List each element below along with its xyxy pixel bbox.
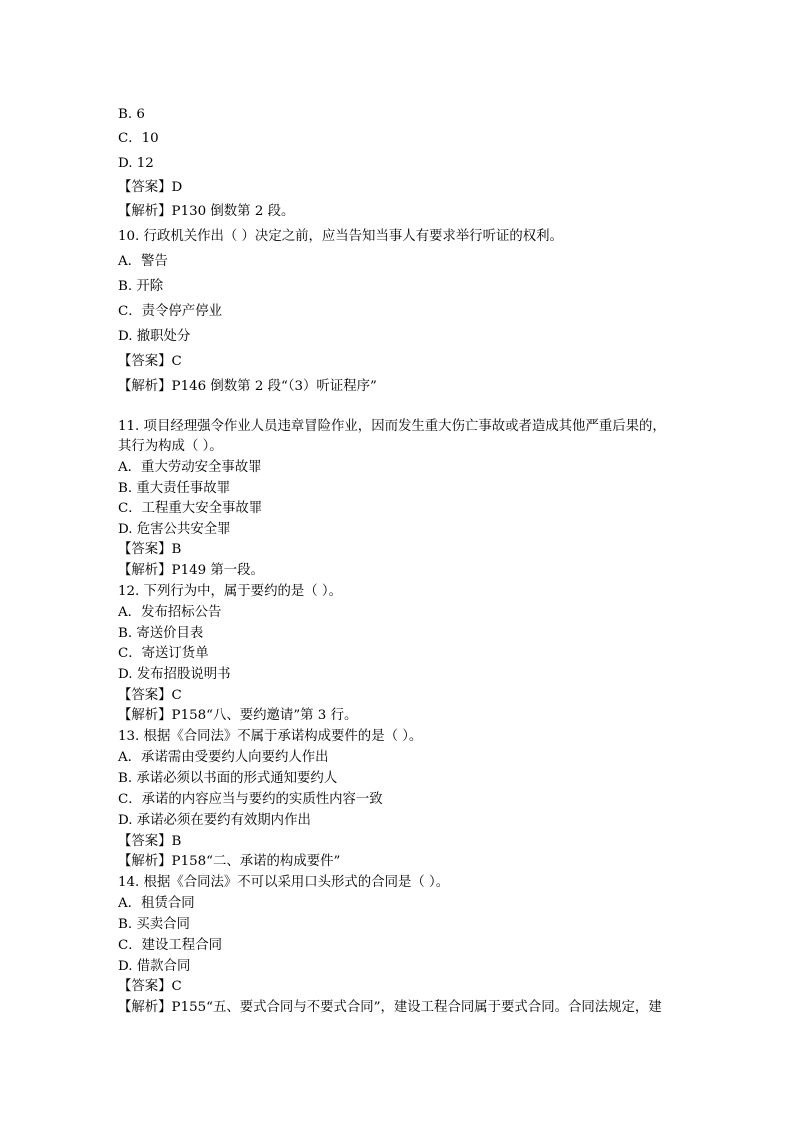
option-c: C．建设工程合同 <box>118 938 222 953</box>
option-c: C．寄送订货单 <box>118 646 209 661</box>
option-b: B. 重大责任事故罪 <box>118 481 231 496</box>
option-a: A．租赁合同 <box>118 896 195 911</box>
option-d: D. 撤职处分 <box>118 329 191 344</box>
explanation-line: 【解析】P146 倒数第 2 段“（3）听证程序” <box>118 379 377 394</box>
explanation-line: 【解析】P158“八、要约邀请”第 3 行。 <box>118 708 358 723</box>
answer-line: 【答案】B <box>118 542 182 557</box>
option-a: A．发布招标公告 <box>118 605 222 620</box>
answer-line: 【答案】B <box>118 834 182 849</box>
option-b: B. 6 <box>118 107 145 122</box>
explanation-line: 【解析】P155“五、要式合同与不要式合同”，建设工程合同属于要式合同。合同法规定，建 <box>118 1000 662 1015</box>
option-b: B. 开除 <box>118 279 164 294</box>
answer-line: 【答案】C <box>118 688 182 703</box>
question-10: 10. 行政机关作出（ ）决定之前，应当告知当事人有要求举行听证的权利。 <box>118 229 563 244</box>
answer-line: 【答案】D <box>118 180 183 195</box>
question-13: 13. 根据《合同法》不属于承诺构成要件的是（ ）。 <box>118 729 423 744</box>
option-d: D. 借款合同 <box>118 959 191 974</box>
explanation-line: 【解析】P158“二、承诺的构成要件” <box>118 854 341 869</box>
option-a: A．警告 <box>118 254 168 269</box>
option-d: D. 危害公共安全罪 <box>118 522 231 537</box>
explanation-line: 【解析】P149 第一段。 <box>118 563 264 578</box>
answer-line: 【答案】C <box>118 354 182 369</box>
option-c: C．承诺的内容应当与要约的实质性内容一致 <box>118 792 383 807</box>
option-a: A．重大劳动安全事故罪 <box>118 460 262 475</box>
option-b: B. 寄送价目表 <box>118 626 204 641</box>
option-b: B. 承诺必须以书面的形式通知要约人 <box>118 771 338 786</box>
option-a: A．承诺需由受要约人向要约人作出 <box>118 750 329 765</box>
option-d: D. 承诺必须在要约有效期内作出 <box>118 813 311 828</box>
answer-line: 【答案】C <box>118 979 182 994</box>
option-c: C．工程重大安全事故罪 <box>118 501 263 516</box>
question-14: 14. 根据《合同法》不可以采用口头形式的合同是（ ）。 <box>118 875 450 890</box>
option-c: C．责令停产停业 <box>118 304 222 319</box>
option-d: D. 发布招股说明书 <box>118 667 231 682</box>
option-d: D. 12 <box>118 156 154 171</box>
question-11-continued: 其行为构成（ ）。 <box>118 439 223 454</box>
question-11: 11. 项目经理强令作业人员违章冒险作业，因而发生重大伤亡事故或者造成其他严重后果的， <box>118 419 666 434</box>
option-c: C．10 <box>118 131 159 146</box>
explanation-line: 【解析】P130 倒数第 2 段。 <box>118 204 295 219</box>
option-b: B. 买卖合同 <box>118 917 190 932</box>
question-12: 12. 下列行为中，属于要约的是（ ）。 <box>118 584 342 599</box>
